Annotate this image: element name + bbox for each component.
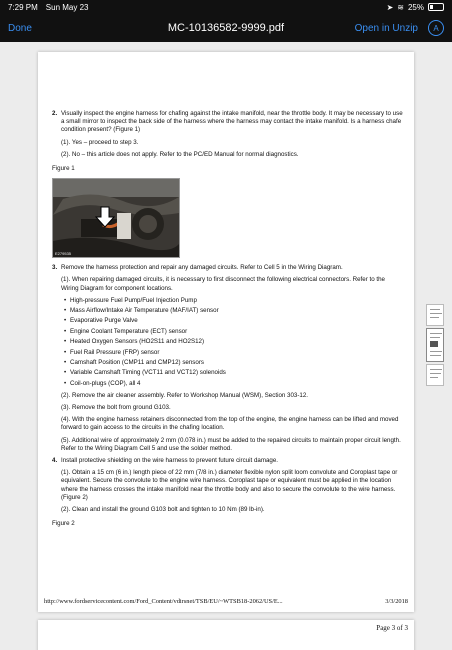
figure-1-photo <box>52 178 180 258</box>
open-in-button[interactable]: Open in Unzip <box>354 22 418 34</box>
footer-url: http://www.fordservicecontent.com/Ford_Content/vdirsnet/TSB/EU/~WTSB18-2062/US/E... <box>44 598 283 605</box>
list-item: • Heated Oxygen Sensors (HO2S11 and HO2S12) <box>70 338 404 346</box>
step-3-sub-1: (1). When repairing damaged circuits, it is necessary to first disconnect the following electrical connectors. Refer to the Wiring Diagram for component locations. <box>61 276 385 292</box>
connector-list <box>52 297 404 388</box>
figure-2-label: Figure 2 <box>52 520 75 528</box>
step-text: Remove the harness protection and repair any damaged circuits. Refer to Cell 5 in the Wiring Diagram. <box>61 264 343 272</box>
page-footer <box>44 598 408 605</box>
step-3-sub-5: (5). Additional wire of approximately 2 mm (0.078 in.) must be added to the repaired circuits to maintain proper circuit length. Refer to the Wiring Diagram Cell 5 and use the solder method. <box>61 436 401 452</box>
done-button[interactable]: Done <box>8 22 32 34</box>
step-3-sub-3: (3). Remove the bolt from ground G103. <box>61 404 171 412</box>
step-2-no: (2). No – this article does not apply. Refer to the PC/ED Manual for normal diagnostics. <box>61 150 299 158</box>
battery-icon <box>428 3 444 11</box>
battery-percent: 25% <box>407 2 424 12</box>
step-text: Install protective shielding on the wire harness to prevent future circuit damage. <box>61 457 279 464</box>
list-item: • Mass Airflow/Intake Air Temperature (MAF/IAT) sensor <box>70 307 404 315</box>
step-3-sub-2: (2). Remove the air cleaner assembly. Refer to Workshop Manual (WSM), Section 303-12. <box>61 391 309 399</box>
list-item: • Engine Coolant Temperature (ECT) sensor <box>70 328 404 336</box>
step-3 <box>52 264 404 272</box>
wifi-icon: ≋ <box>397 2 404 12</box>
step-4 <box>52 457 404 465</box>
engine-photo-image <box>53 179 180 258</box>
thumbnail-page-2[interactable] <box>426 328 444 362</box>
page-thumbnails <box>426 304 446 388</box>
footer-date: 3/3/2018 <box>385 598 408 605</box>
pdf-page-next <box>38 620 414 650</box>
location-icon: ➤ <box>386 2 394 12</box>
step-4-sub-2: (2). Clean and install the ground G103 bolt and tighten to 10 Nm (89 lb-in). <box>61 505 265 513</box>
step-2-yes: (1). Yes – proceed to step 3. <box>61 138 139 146</box>
document-title: MC-10136582-9999.pdf <box>167 22 285 34</box>
list-item: • Fuel Rail Pressure (FRP) sensor <box>70 349 404 357</box>
step-3-sub-4: (4). With the engine harness retainers disconnected from the top of the engine, the engine harness can be lifted and moved forward to gain access to the circuits in the chafing location. <box>61 416 399 432</box>
step-number: 3. <box>52 264 58 272</box>
status-time: 7:29 PM <box>8 2 38 12</box>
thumbnail-page-1[interactable] <box>426 304 444 326</box>
list-item: • Coil-on-plugs (COP), all 4 <box>70 380 404 388</box>
status-date: Sun May 23 <box>45 2 89 12</box>
list-item: • High-pressure Fuel Pump/Fuel Injection Pump <box>70 297 404 305</box>
step-4-sub-1: (1). Obtain a 15 cm (6 in.) length piece of 22 mm (7/8 in.) diameter flexible nylon split loom convolute and Coroplast tape or equivalent. Secure the convolute to the engine wire harness. Coroplast tape or equivalent must be applied in the location where the harness crosses the intake manifold near the throttle body and also to secure the convolute to the wire harness. (Figure 2) <box>61 469 398 501</box>
step-number: 2. <box>52 110 58 117</box>
battery-fill <box>430 5 433 9</box>
thumbnail-page-3[interactable] <box>426 364 444 386</box>
status-right <box>387 3 444 12</box>
step-text: Visually inspect the engine harness for chafing against the intake manifold, near the throttle body. It may be necessary to use a small mirror to inspect the back side of the harness where the harness may contact the intake manifold. Is a harness chafe condition present? (Figure 1) <box>61 110 403 134</box>
list-item: • Camshaft Position (CMP11 and CMP12) sensors <box>70 359 404 367</box>
step-number: 4. <box>52 457 58 464</box>
list-item: • Variable Camshaft Timing (VCT11 and VCT12) solenoids <box>70 369 404 377</box>
pdf-page <box>38 52 414 612</box>
page-content <box>52 110 404 533</box>
nav-bar <box>0 14 452 42</box>
page-number: Page 3 of 3 <box>376 624 408 632</box>
status-bar <box>0 0 452 14</box>
step-2 <box>52 110 404 135</box>
markup-icon[interactable]: A <box>428 20 444 36</box>
list-item: • Evaporative Purge Valve <box>70 317 404 325</box>
photo-id: E279535 <box>55 250 72 256</box>
figure-1-label: Figure 1 <box>52 164 75 172</box>
